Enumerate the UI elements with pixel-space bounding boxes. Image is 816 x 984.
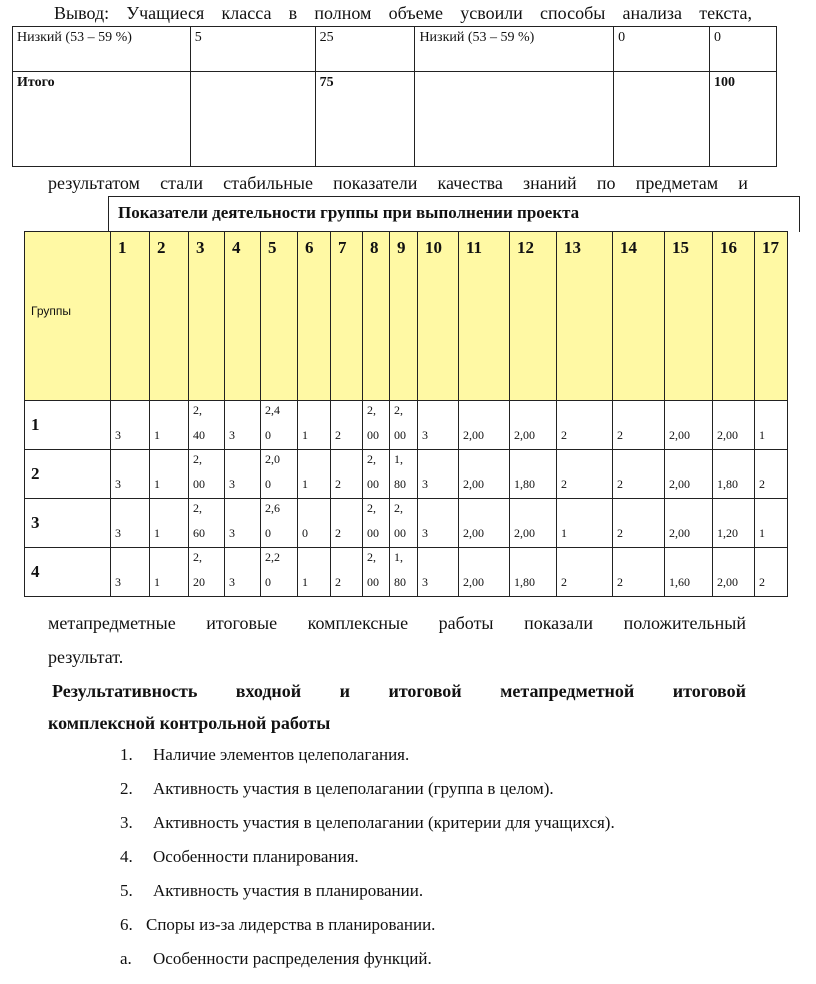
table-cell <box>298 450 331 499</box>
list-item-number: 1. <box>120 745 133 764</box>
list-item-number: 3. <box>120 813 133 832</box>
table-cell <box>261 401 298 450</box>
table-cell <box>331 450 363 499</box>
table-cell <box>510 401 557 450</box>
table-cell <box>298 548 331 597</box>
column-number: 1 <box>118 238 127 257</box>
cell-value: 3 <box>115 575 121 589</box>
cell-value: 0 <box>302 526 308 540</box>
cell-value-part: 2, <box>193 452 202 466</box>
column-header-cell <box>331 232 363 401</box>
table-cell <box>755 548 788 597</box>
cell-value: 2,00 <box>514 526 535 540</box>
word: качества <box>437 173 503 193</box>
list-item-text: Наличие элементов целеполагания. <box>153 745 410 764</box>
conclusion-line-2 <box>48 172 748 194</box>
cell-value-part: 20 <box>193 575 205 589</box>
cell-value: 1 <box>154 575 160 589</box>
cell-value: 1 <box>759 428 765 442</box>
table-cell <box>755 450 788 499</box>
table-cell <box>331 548 363 597</box>
cell-value: 3 <box>115 477 121 491</box>
cell-value: 1,80 <box>514 575 535 589</box>
column-number: 10 <box>425 238 442 257</box>
table-cell: Низкий (53 – 59 %) <box>415 27 614 72</box>
cell-value-part: 2,2 <box>265 550 280 564</box>
table-cell: 100 <box>710 72 777 167</box>
table-cell <box>713 450 755 499</box>
cell-value: 1 <box>302 428 308 442</box>
cell-value: 3 <box>229 526 235 540</box>
cell-value-part: 40 <box>193 428 205 442</box>
cell-value-part: 00 <box>367 526 379 540</box>
column-number: 9 <box>397 238 406 257</box>
cell-value: 2,00 <box>669 526 690 540</box>
column-header-cell <box>459 232 510 401</box>
header-row <box>25 232 788 401</box>
table-cell <box>713 401 755 450</box>
table-cell <box>713 548 755 597</box>
result-line-1 <box>48 612 746 634</box>
word: Вывод: <box>54 3 110 23</box>
table-cell <box>261 548 298 597</box>
table-cell <box>111 548 150 597</box>
column-header-cell <box>418 232 459 401</box>
cell-value: 2 <box>617 428 623 442</box>
cell-value: 1,80 <box>514 477 535 491</box>
cell-value-part: 00 <box>367 575 379 589</box>
table-cell <box>665 401 713 450</box>
cell-value: 2 <box>561 428 567 442</box>
column-header-cell <box>150 232 189 401</box>
column-number: 15 <box>672 238 689 257</box>
column-header-cell <box>510 232 557 401</box>
cell-value: 2,00 <box>717 575 738 589</box>
table-cell <box>418 401 459 450</box>
column-header-cell <box>261 232 298 401</box>
word: знаний <box>523 173 577 193</box>
cell-value-part: 80 <box>394 575 406 589</box>
column-number: 8 <box>370 238 379 257</box>
cell-value-part: 0 <box>265 526 271 540</box>
table-cell <box>557 499 613 548</box>
conclusion-line-1 <box>54 2 752 24</box>
table-cell <box>510 450 557 499</box>
word: стали <box>160 173 203 193</box>
group-indicators-table <box>24 231 788 597</box>
group-number: 1 <box>31 415 40 434</box>
list-item-number: 4. <box>120 847 133 866</box>
column-number: 16 <box>720 238 737 257</box>
table-cell <box>363 499 390 548</box>
cell-value: 1 <box>302 477 308 491</box>
word: способы <box>540 3 606 23</box>
table-cell <box>150 450 189 499</box>
word: результатом <box>48 173 140 193</box>
section-heading-line-2: комплексной контрольной работы <box>48 713 331 733</box>
list-item <box>120 744 409 766</box>
word: усвоили <box>460 3 523 23</box>
table-cell <box>331 401 363 450</box>
row-label-cell <box>25 499 111 548</box>
table-cell <box>298 401 331 450</box>
cell-value: 1 <box>759 526 765 540</box>
cell-value-part: 80 <box>394 477 406 491</box>
table-cell <box>150 401 189 450</box>
groups-header-cell <box>25 232 111 401</box>
table-row <box>25 450 788 499</box>
table-cell <box>363 548 390 597</box>
cell-value-part: 2,0 <box>265 452 280 466</box>
level-summary-table <box>12 26 777 167</box>
cell-value: 3 <box>115 526 121 540</box>
table-cell: 25 <box>315 27 415 72</box>
cell-value: 1 <box>561 526 567 540</box>
word: полном <box>314 3 372 23</box>
cell-value-part: 2, <box>193 501 202 515</box>
column-number: 3 <box>196 238 205 257</box>
cell-value: 1,60 <box>669 575 690 589</box>
list-item-text: Особенности планирования. <box>153 847 359 866</box>
table-cell: 5 <box>190 27 315 72</box>
table-cell <box>755 499 788 548</box>
list-item-number: 2. <box>120 779 133 798</box>
table-cell: 0 <box>614 27 710 72</box>
column-header-cell <box>613 232 665 401</box>
word: итоговой <box>388 681 462 701</box>
table-cell <box>261 499 298 548</box>
table-cell <box>150 548 189 597</box>
list-item-text: Споры из-за лидерства в планировании. <box>146 915 436 934</box>
column-header-cell <box>713 232 755 401</box>
cell-value: 2 <box>335 526 341 540</box>
cell-value-part: 2, <box>193 550 202 564</box>
column-number: 11 <box>466 238 483 257</box>
table-cell <box>557 401 613 450</box>
word: итоговые <box>206 613 278 633</box>
table-cell <box>225 401 261 450</box>
table-cell <box>459 450 510 499</box>
table-cell <box>189 401 225 450</box>
column-number: 5 <box>268 238 277 257</box>
cell-value-part: 2, <box>367 550 376 564</box>
table-cell <box>510 548 557 597</box>
table-cell <box>665 499 713 548</box>
cell-value: 2,00 <box>669 428 690 442</box>
word: и <box>339 681 350 701</box>
list-item <box>120 914 435 936</box>
word: метапредметные <box>48 613 176 633</box>
column-number: 12 <box>517 238 534 257</box>
cell-value: 3 <box>422 477 428 491</box>
table-cell: Итого <box>13 72 191 167</box>
column-header-cell <box>189 232 225 401</box>
cell-value: 2,00 <box>463 477 484 491</box>
word: входной <box>235 681 302 701</box>
table-cell <box>510 499 557 548</box>
cell-value: 3 <box>115 428 121 442</box>
table-cell <box>390 499 418 548</box>
table-cell <box>390 450 418 499</box>
list-item-text: Особенности распределения функций. <box>153 949 432 968</box>
table-cell <box>614 72 710 167</box>
word: комплексные <box>307 613 409 633</box>
word: положительный <box>623 613 746 633</box>
table-cell <box>459 401 510 450</box>
column-header-cell <box>363 232 390 401</box>
cell-value: 1,20 <box>717 526 738 540</box>
cell-value-part: 1, <box>394 452 403 466</box>
column-number: 2 <box>157 238 166 257</box>
column-number: 13 <box>564 238 581 257</box>
word: анализа <box>622 3 683 23</box>
column-header-cell <box>390 232 418 401</box>
table-row <box>25 499 788 548</box>
cell-value: 2 <box>617 575 623 589</box>
cell-value: 2 <box>617 526 623 540</box>
cell-value: 2 <box>759 575 765 589</box>
word: Результативность <box>52 681 198 701</box>
result-line-2: результат. <box>48 647 124 667</box>
table-cell <box>225 548 261 597</box>
list-item <box>120 880 423 902</box>
table-cell <box>418 548 459 597</box>
cell-value: 2,00 <box>463 575 484 589</box>
table-cell <box>189 548 225 597</box>
group-number: 2 <box>31 464 40 483</box>
cell-value: 2 <box>617 477 623 491</box>
cell-value: 2,00 <box>463 526 484 540</box>
cell-value: 3 <box>229 575 235 589</box>
cell-value: 2,00 <box>717 428 738 442</box>
list-item <box>120 778 554 800</box>
cell-value-part: 0 <box>265 477 271 491</box>
column-number: 14 <box>620 238 637 257</box>
word: стабильные <box>223 173 313 193</box>
table-row <box>25 548 788 597</box>
word: метапредметной <box>500 681 635 701</box>
cell-value-part: 2, <box>367 501 376 515</box>
word: и <box>738 173 748 193</box>
table-cell <box>190 72 315 167</box>
cell-value-part: 2, <box>394 403 403 417</box>
project-indicators-title: Показатели деятельности группы при выполнении проекта <box>108 196 800 232</box>
cell-value: 1 <box>302 575 308 589</box>
section-heading-line-1 <box>52 680 746 702</box>
cell-value-part: 00 <box>193 477 205 491</box>
cell-value-part: 00 <box>367 477 379 491</box>
word: предметам <box>635 173 719 193</box>
word: в <box>288 3 298 23</box>
word: показали <box>524 613 594 633</box>
table-cell <box>755 401 788 450</box>
cell-value-part: 00 <box>394 428 406 442</box>
table-cell <box>613 401 665 450</box>
table-cell: 0 <box>710 27 777 72</box>
cell-value-part: 0 <box>265 575 271 589</box>
table-cell <box>225 450 261 499</box>
list-item <box>120 846 359 868</box>
column-header-cell <box>665 232 713 401</box>
table-cell <box>613 450 665 499</box>
cell-value: 2,00 <box>463 428 484 442</box>
word: объеме <box>388 3 443 23</box>
table-cell <box>459 499 510 548</box>
table-cell <box>390 401 418 450</box>
row-label-cell <box>25 450 111 499</box>
table-cell <box>363 450 390 499</box>
column-number: 7 <box>338 238 347 257</box>
cell-value: 3 <box>229 477 235 491</box>
table-cell <box>390 548 418 597</box>
table-cell <box>713 499 755 548</box>
column-header-cell <box>225 232 261 401</box>
column-header-cell <box>111 232 150 401</box>
table-cell <box>418 450 459 499</box>
cell-value: 2 <box>759 477 765 491</box>
word: работы <box>438 613 494 633</box>
column-number: 17 <box>762 238 779 257</box>
column-header-cell <box>755 232 788 401</box>
table-cell <box>298 499 331 548</box>
cell-value: 1 <box>154 526 160 540</box>
cell-value-part: 2, <box>394 501 403 515</box>
word: по <box>596 173 616 193</box>
cell-value: 2,00 <box>669 477 690 491</box>
cell-value: 1 <box>154 428 160 442</box>
cell-value-part: 60 <box>193 526 205 540</box>
word: итоговой <box>672 681 746 701</box>
cell-value: 1,80 <box>717 477 738 491</box>
table-cell: 75 <box>315 72 415 167</box>
list-item-text: Активность участия в целеполагании (критерии для учащихся). <box>153 813 615 832</box>
table-cell <box>459 548 510 597</box>
cell-value: 3 <box>229 428 235 442</box>
cell-value-part: 00 <box>394 526 406 540</box>
table-cell <box>665 548 713 597</box>
table-row <box>25 401 788 450</box>
table-cell <box>418 499 459 548</box>
table-cell <box>331 499 363 548</box>
word: Учащиеся <box>126 3 205 23</box>
cell-value: 2 <box>335 575 341 589</box>
row-label-cell <box>25 548 111 597</box>
cell-value: 1 <box>154 477 160 491</box>
column-number: 4 <box>232 238 241 257</box>
list-item <box>120 948 432 970</box>
cell-value-part: 2, <box>367 452 376 466</box>
list-item-number: 5. <box>120 881 133 900</box>
group-number: 4 <box>31 562 40 581</box>
group-number: 3 <box>31 513 40 532</box>
column-header-cell <box>557 232 613 401</box>
table-cell <box>415 72 614 167</box>
list-item-text: Активность участия в целеполагании (группа в целом). <box>153 779 554 798</box>
cell-value-part: 2, <box>193 403 202 417</box>
table-cell <box>363 401 390 450</box>
groups-label: Группы <box>31 304 71 318</box>
cell-value-part: 2,4 <box>265 403 280 417</box>
cell-value-part: 2, <box>367 403 376 417</box>
table-cell: Низкий (53 – 59 %) <box>13 27 191 72</box>
table-cell <box>111 450 150 499</box>
column-number: 6 <box>305 238 314 257</box>
table-row <box>13 72 777 167</box>
cell-value: 2 <box>561 477 567 491</box>
list-item-number: а. <box>120 949 132 968</box>
cell-value: 3 <box>422 526 428 540</box>
table-cell <box>613 499 665 548</box>
word: класса <box>221 3 272 23</box>
word: показатели <box>333 173 418 193</box>
table-cell <box>557 450 613 499</box>
cell-value-part: 0 <box>265 428 271 442</box>
cell-value-part: 00 <box>367 428 379 442</box>
table-cell <box>150 499 189 548</box>
table-cell <box>225 499 261 548</box>
table-row <box>13 27 777 72</box>
table-cell <box>111 401 150 450</box>
list-item <box>120 812 615 834</box>
table-cell <box>111 499 150 548</box>
table-cell <box>189 450 225 499</box>
list-item-text: Активность участия в планировании. <box>153 881 424 900</box>
column-header-cell <box>298 232 331 401</box>
list-item-number: 6. <box>120 915 133 934</box>
cell-value-part: 2,6 <box>265 501 280 515</box>
cell-value: 3 <box>422 575 428 589</box>
cell-value: 2,00 <box>514 428 535 442</box>
table-cell <box>613 548 665 597</box>
cell-value: 2 <box>561 575 567 589</box>
table-cell <box>665 450 713 499</box>
cell-value: 2 <box>335 428 341 442</box>
table-cell <box>557 548 613 597</box>
table-cell <box>189 499 225 548</box>
table-cell <box>261 450 298 499</box>
row-label-cell <box>25 401 111 450</box>
cell-value: 3 <box>422 428 428 442</box>
cell-value: 2 <box>335 477 341 491</box>
word: текста, <box>699 3 752 23</box>
cell-value-part: 1, <box>394 550 403 564</box>
